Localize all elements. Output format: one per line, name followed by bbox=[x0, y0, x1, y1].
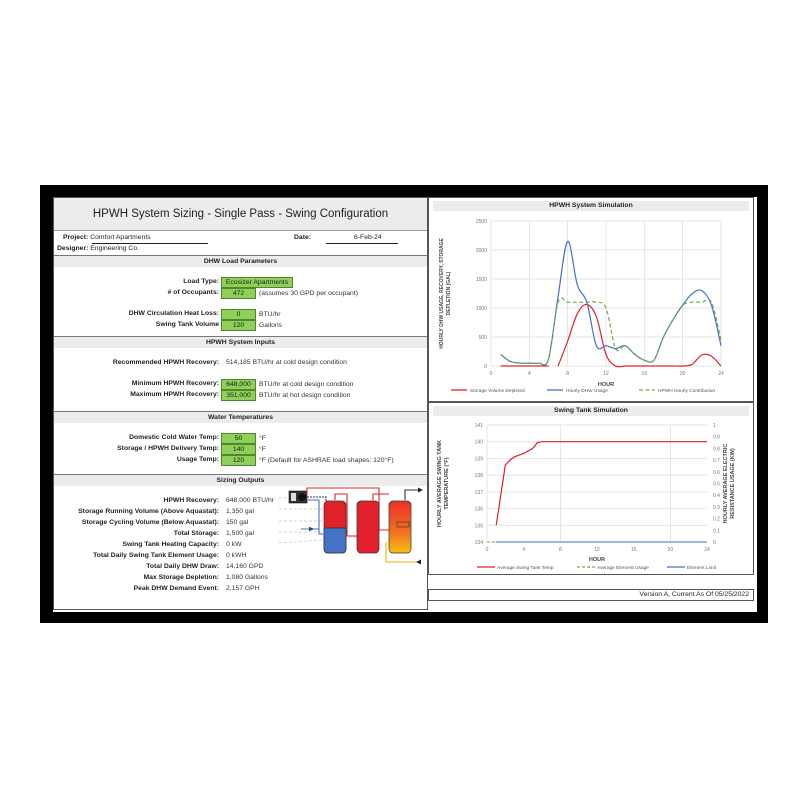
output-label: Swing Tank Heating Capacity: bbox=[122, 541, 219, 548]
circulation-loss-input[interactable]: 0 bbox=[221, 309, 256, 320]
version-label: Version A, Current As Of 05/25/2022 bbox=[428, 589, 754, 601]
svg-text:138: 138 bbox=[474, 473, 483, 480]
occupants-input[interactable]: 472 bbox=[221, 288, 256, 299]
output-value: 0 kW bbox=[226, 541, 242, 548]
output-label: HPWH Recovery: bbox=[163, 497, 219, 504]
svg-text:1000: 1000 bbox=[475, 306, 487, 312]
output-value: 1,350 gal bbox=[226, 508, 254, 515]
svg-text:Average Swing Tank Temp: Average Swing Tank Temp bbox=[497, 566, 554, 571]
cold-water-input[interactable]: 50 bbox=[221, 433, 256, 444]
occupants-label: # of Occupants: bbox=[167, 289, 219, 296]
page-title: HPWH System Sizing - Single Pass - Swing Configuration bbox=[54, 198, 427, 231]
output-value: 150 gal bbox=[226, 519, 249, 526]
svg-text:0.4: 0.4 bbox=[713, 493, 720, 500]
svg-text:0.3: 0.3 bbox=[713, 504, 720, 511]
designer-row bbox=[57, 245, 139, 252]
min-recovery-input[interactable]: 648,000 bbox=[221, 379, 256, 390]
svg-text:0.2: 0.2 bbox=[713, 516, 720, 523]
svg-text:1500: 1500 bbox=[475, 277, 487, 283]
recommended-recovery-number: 514,185 bbox=[226, 359, 251, 366]
circulation-loss-unit: BTU/hr bbox=[259, 311, 281, 318]
output-label: Total Daily DHW Draw: bbox=[146, 563, 219, 570]
storage-tank-2-icon bbox=[357, 501, 379, 553]
recommended-recovery-value bbox=[226, 359, 347, 366]
svg-text:0.6: 0.6 bbox=[713, 469, 720, 476]
output-value: 0 kWH bbox=[226, 552, 247, 559]
date-label: Date: bbox=[294, 234, 311, 241]
output-label: Total Daily Swing Tank Element Usage: bbox=[93, 552, 219, 559]
water-temps-heading: Water Temperatures bbox=[54, 411, 427, 423]
svg-text:8: 8 bbox=[566, 371, 570, 377]
svg-text:2500: 2500 bbox=[475, 219, 487, 225]
designer-value[interactable]: Engineering Co. bbox=[90, 245, 139, 252]
svg-text:0: 0 bbox=[713, 540, 716, 546]
svg-text:HOUR: HOUR bbox=[597, 382, 615, 388]
svg-text:HOURLY AVERAGE SWING TANKTEMPE: HOURLY AVERAGE SWING TANKTEMPERATURE (°F) bbox=[437, 439, 450, 528]
svg-text:500: 500 bbox=[478, 335, 487, 341]
svg-text:4: 4 bbox=[522, 547, 526, 553]
output-value: 14,160 GPD bbox=[226, 563, 264, 570]
output-value: 1,080 Gallons bbox=[226, 574, 268, 581]
dhw-load-heading: DHW Load Parameters bbox=[54, 255, 427, 267]
designer-label: Designer: bbox=[57, 245, 89, 252]
svg-text:16: 16 bbox=[641, 371, 648, 377]
output-label: Storage Running Volume (Above Aquastat): bbox=[78, 508, 219, 515]
swing-tank-plot bbox=[429, 416, 753, 574]
storage-tank-icon bbox=[324, 501, 346, 553]
svg-text:16: 16 bbox=[630, 547, 637, 553]
svg-text:Storage Volume Depleted: Storage Volume Depleted bbox=[470, 389, 525, 394]
date-underline bbox=[326, 243, 398, 244]
cold-water-unit: °F bbox=[259, 435, 266, 442]
svg-text:HOURLY AVERAGE ELECTRICRESISTA: HOURLY AVERAGE ELECTRICRESISTANCE USAGE (KW) bbox=[723, 443, 736, 524]
sizing-panel bbox=[53, 197, 428, 610]
svg-text:HPWH Hourly Contribution: HPWH Hourly Contribution bbox=[658, 389, 716, 394]
svg-text:Hourly DHW Usage: Hourly DHW Usage bbox=[566, 389, 608, 394]
output-value: 1,500 gal bbox=[226, 530, 254, 537]
chart-title: Swing Tank Simulation bbox=[433, 406, 749, 416]
svg-text:0.7: 0.7 bbox=[713, 458, 720, 465]
usage-temp-input[interactable]: 120 bbox=[221, 455, 256, 466]
screenshot-frame bbox=[40, 185, 768, 623]
hpwh-simulation-chart bbox=[428, 197, 754, 402]
svg-text:Average Element Usage: Average Element Usage bbox=[597, 566, 649, 571]
spreadsheet bbox=[53, 197, 757, 612]
project-value[interactable]: Comfort Apartments bbox=[90, 234, 151, 241]
recommended-recovery-label: Recommended HPWH Recovery: bbox=[112, 359, 219, 366]
sizing-outputs-heading: Sizing Outputs bbox=[54, 474, 427, 486]
system-schematic bbox=[279, 486, 427, 581]
cold-water-label: Domestic Cold Water Temp: bbox=[129, 434, 219, 441]
occupants-note: (assumes 30 GPD per occupant) bbox=[259, 290, 358, 297]
storage-temp-input[interactable]: 140 bbox=[221, 444, 256, 455]
svg-text:135: 135 bbox=[474, 523, 483, 530]
svg-text:20: 20 bbox=[679, 371, 686, 377]
swing-tank-icon bbox=[389, 501, 411, 553]
project-label: Project: bbox=[63, 234, 89, 241]
max-recovery-input[interactable]: 351,000 bbox=[221, 390, 256, 401]
svg-text:0.1: 0.1 bbox=[713, 528, 720, 535]
svg-text:1: 1 bbox=[713, 423, 716, 429]
output-label: Peak DHW Demand Event: bbox=[133, 585, 219, 592]
load-type-label: Load Type: bbox=[183, 278, 219, 285]
svg-text:24: 24 bbox=[718, 371, 724, 377]
svg-text:2000: 2000 bbox=[475, 248, 487, 254]
min-recovery-unit: BTU/hr at cold design condition bbox=[259, 381, 354, 388]
output-value: 648,000 BTU/hr bbox=[226, 497, 274, 504]
hpwh-simulation-plot bbox=[429, 211, 753, 401]
svg-text:0: 0 bbox=[489, 371, 493, 377]
svg-text:Element Limit: Element Limit bbox=[687, 566, 717, 571]
usage-temp-label: Usage Temp: bbox=[176, 456, 219, 463]
svg-text:HOURLY DHW USAGE, RECOVERY, ST: HOURLY DHW USAGE, RECOVERY, STORAGEDEPLETION (GAL) bbox=[439, 238, 452, 349]
hpwh-inputs-heading: HPWH System Inputs bbox=[54, 336, 427, 348]
svg-text:12: 12 bbox=[594, 547, 600, 553]
svg-text:136: 136 bbox=[474, 506, 483, 513]
svg-text:0.8: 0.8 bbox=[713, 446, 720, 453]
svg-text:4: 4 bbox=[527, 371, 531, 377]
date-value[interactable]: 6-Feb-24 bbox=[354, 234, 382, 241]
load-type-select[interactable]: Ecosizer Apartments bbox=[221, 277, 293, 288]
svg-text:20: 20 bbox=[667, 547, 674, 553]
recommended-recovery-unit: BTU/hr at cold design condition bbox=[252, 359, 347, 366]
max-recovery-label: Maximum HPWH Recovery: bbox=[130, 391, 219, 398]
min-recovery-label: Minimum HPWH Recovery: bbox=[131, 380, 219, 387]
svg-text:8: 8 bbox=[558, 547, 562, 553]
output-label: Total Storage: bbox=[173, 530, 219, 537]
chart-title: HPWH System Simulation bbox=[433, 201, 749, 211]
svg-text:139: 139 bbox=[474, 456, 483, 463]
svg-text:0: 0 bbox=[484, 364, 487, 370]
svg-text:12: 12 bbox=[603, 371, 609, 377]
swing-volume-label: Swing Tank Volume bbox=[155, 321, 219, 328]
output-label: Max Storage Depletion: bbox=[143, 574, 219, 581]
project-row bbox=[63, 234, 151, 241]
svg-text:0: 0 bbox=[485, 547, 489, 553]
swing-volume-input[interactable]: 120 bbox=[221, 320, 256, 331]
svg-text:HOUR: HOUR bbox=[588, 557, 606, 563]
output-label: Storage Cycling Volume (Below Aquastat): bbox=[81, 519, 219, 526]
swing-tank-chart bbox=[428, 402, 754, 575]
storage-temp-unit: °F bbox=[259, 446, 266, 453]
date-row bbox=[294, 234, 311, 241]
svg-text:0.5: 0.5 bbox=[713, 481, 720, 488]
svg-text:0.9: 0.9 bbox=[713, 434, 720, 441]
svg-text:24: 24 bbox=[704, 547, 710, 553]
max-recovery-unit: BTU/hr at hot design condition bbox=[259, 392, 351, 399]
circulation-loss-label: DHW Circulation Heat Loss: bbox=[128, 310, 219, 317]
heat-pump-icon bbox=[289, 491, 307, 503]
svg-text:137: 137 bbox=[474, 489, 483, 496]
swing-volume-unit: Gallons bbox=[259, 322, 283, 329]
usage-temp-unit: °F (Default for ASHRAE load shapes: 120°F) bbox=[259, 457, 394, 464]
svg-text:140: 140 bbox=[474, 439, 483, 446]
storage-temp-label: Storage / HPWH Delivery Temp: bbox=[117, 445, 219, 452]
output-value: 2,157 GPH bbox=[226, 585, 260, 592]
svg-text:141: 141 bbox=[474, 423, 483, 429]
project-underline bbox=[92, 243, 208, 244]
svg-text:134: 134 bbox=[474, 540, 483, 546]
